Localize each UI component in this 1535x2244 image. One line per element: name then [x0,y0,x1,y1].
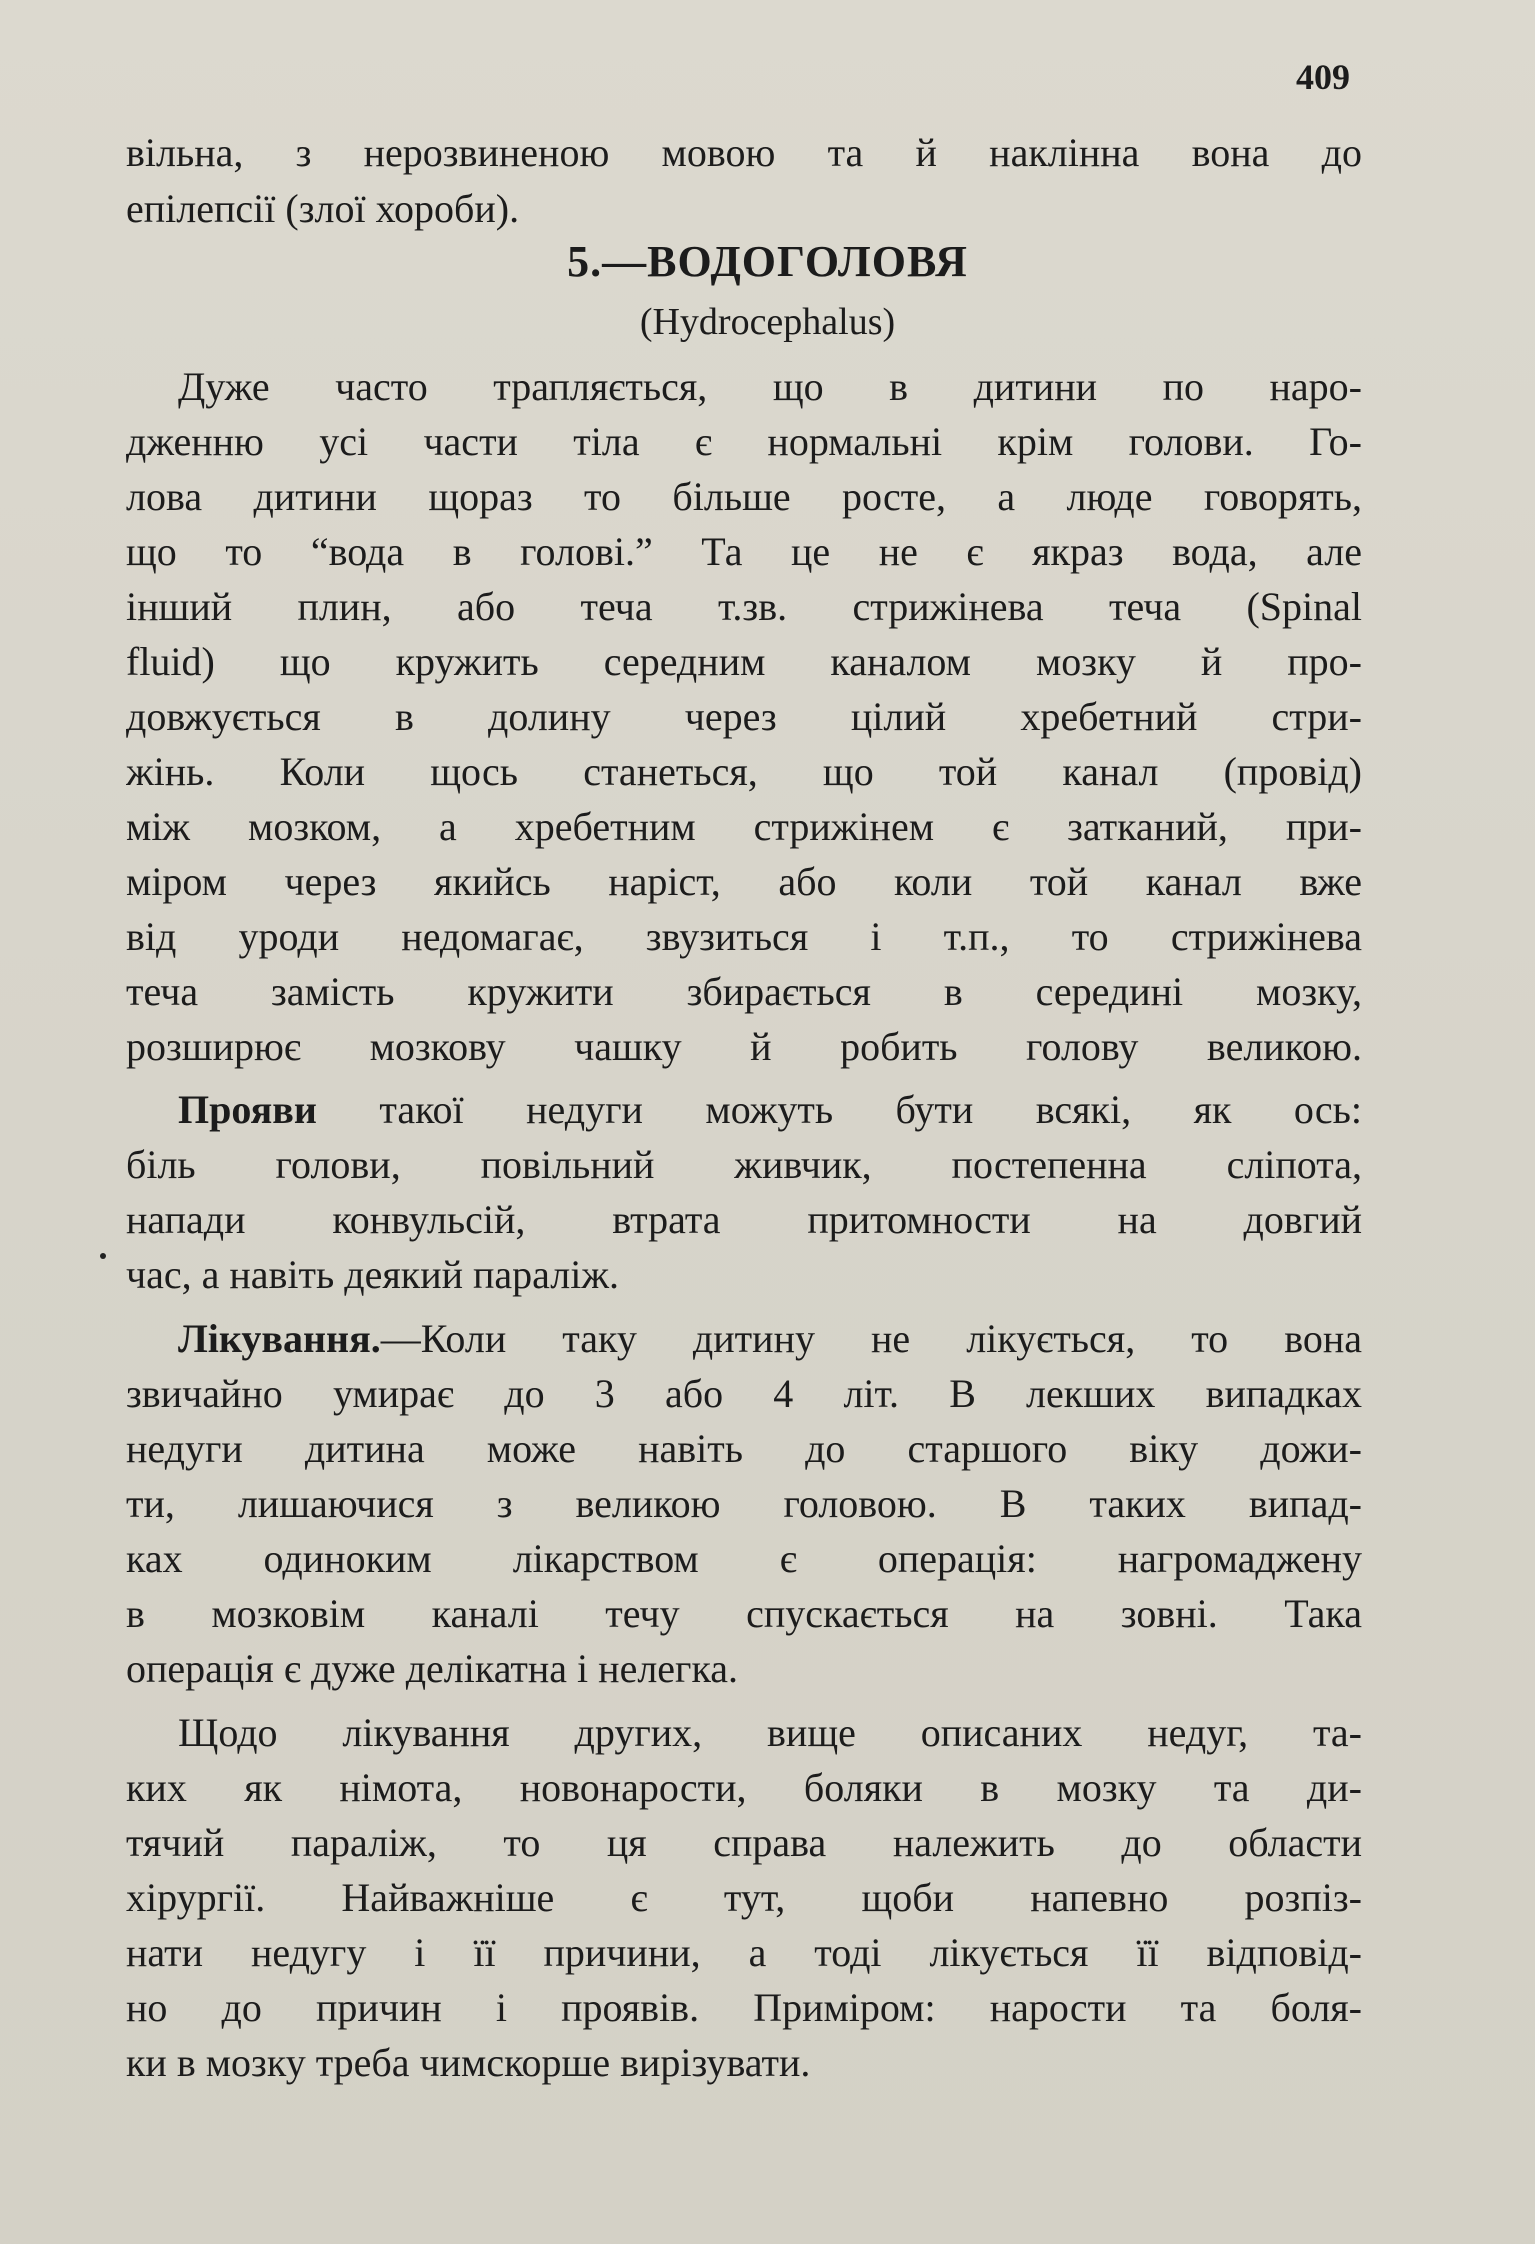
text-line: напади конвульсій, втрата притомности на довгий [126,1197,1362,1242]
text-line: біль голови, повільний живчик, постепенна сліпота, [126,1142,1362,1187]
text-line: тячий параліж, то ця справа належить до области [126,1820,1362,1865]
bold-lead: Лікування. [178,1316,381,1361]
text-line: ках одиноким лікарством є операція: нагромаджену [126,1536,1362,1581]
text-line: міром через якийсь наріст, або коли той канал вже [126,859,1362,904]
text-line: епілепсії (злої хороби). [126,186,520,231]
text-line: теча замість кружити збирається в середині мозку, [126,969,1362,1014]
text-line: нати недугу і її причини, а тоді лікується її відповід- [126,1930,1362,1975]
text-line: від уроди недомагає, звузиться і т.п., то стрижінева [126,914,1362,959]
page-number: 409 [1296,57,1350,97]
text-line: ти, лишаючися з великою головою. В таких випад- [126,1481,1362,1526]
bold-lead: Прояви [178,1087,317,1132]
section-heading: 5.—ВОДОГОЛОВЯ [567,237,968,286]
text-line: звичайно умирає до 3 або 4 літ. В лекших випадках [126,1371,1362,1416]
text-line: дженню усі части тіла є нормальні крім голови. Го- [126,419,1362,464]
text-line: Дуже часто трапляється, що в дитини по наро- [178,364,1362,409]
text-line: недуги дитина може навіть до старшого віку дожи- [126,1426,1362,1471]
text-line: розширює мозкову чашку й робить голову великою. [126,1024,1362,1069]
text-line: час, а навіть деякий параліж. [126,1252,619,1297]
section-subheading: (Hydrocephalus) [639,301,896,343]
text-line: но до причин і проявів. Приміром: нарости та боля- [126,1985,1362,2030]
text-line: операція є дуже делікатна і нелегка. [126,1646,739,1691]
text-line: жінь. Коли щось станеться, що той канал (провід) [126,749,1362,794]
text-line: довжується в долину через цілий хребетний стри- [126,694,1362,739]
text-line: лова дитини щораз то більше росте, а люде говорять, [126,474,1362,519]
text-line: вільна, з нерозвиненою мовою та й наклінна вона до [126,130,1362,175]
text-line: ких як німота, новонарости, боляки в мозку та ди- [126,1765,1362,1810]
ink-speck [100,1253,106,1259]
text-line: що то “вода в голові.” Та це не є якраз вода, але [126,529,1362,574]
text-line: хірургії. Найважніше є тут, щоби напевно розпіз- [126,1875,1362,1920]
text-line: в мозковім каналі течу спускається на зовні. Така [126,1591,1362,1636]
text-line: ки в мозку треба чимскорше вирізувати. [126,2040,811,2085]
text-line: інший плин, або теча т.зв. стрижінева теча (Spinal [126,584,1362,629]
text-line: Лікування.—Коли таку дитину не лікується, то вона [178,1316,1362,1361]
text-line: між мозком, а хребетним стрижінем є затканий, при- [126,804,1362,849]
text-line: Прояви такої недуги можуть бути всякі, як ось: [178,1087,1362,1132]
text-line: Щодо лікування других, вище описаних недуг, та- [178,1710,1362,1755]
text-line: fluid) що кружить середним каналом мозку й про- [126,639,1362,684]
